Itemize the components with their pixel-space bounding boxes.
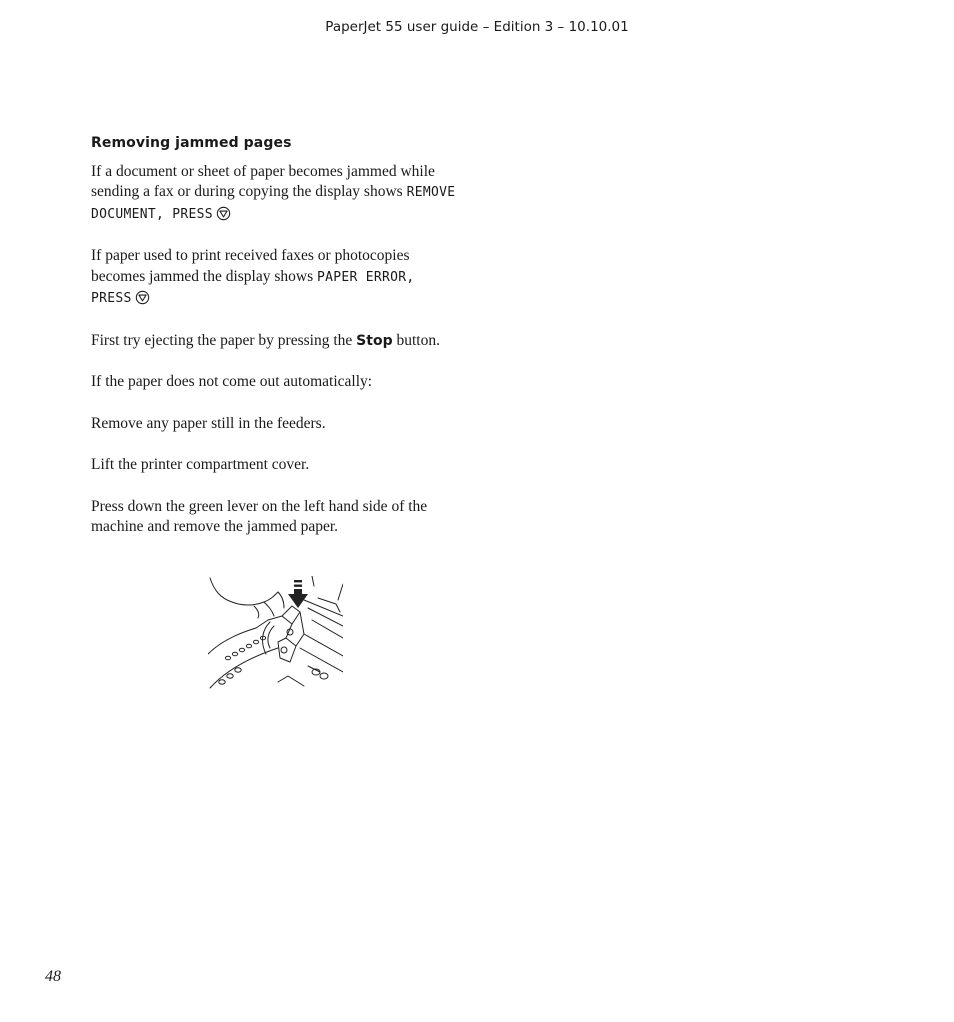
stop-button-label: Stop xyxy=(356,332,393,349)
paragraph-remove-paper: Remove any paper still in the feeders. xyxy=(91,414,326,432)
page-number: 48 xyxy=(45,968,61,985)
paragraph-text: If paper used to print received faxes or photocopies becomes jammed the display shows xyxy=(91,247,410,285)
paragraph-text: If a document or sheet of paper becomes jammed while sending a fax or during copying the display shows xyxy=(91,162,435,200)
paragraph-lift-cover: Lift the printer compartment cover. xyxy=(91,456,310,473)
paragraph-press-lever: Press down the green lever on the left hand side of the machine and remove the jammed paper. xyxy=(91,497,428,535)
display-message: PAPER ERROR, PRESS xyxy=(91,269,415,306)
paragraph-document-jam xyxy=(91,162,461,226)
section-title: Removing jammed pages xyxy=(91,135,292,151)
stop-icon xyxy=(135,290,150,305)
paragraph-paper-jam xyxy=(91,246,461,310)
paragraph-stop-button xyxy=(91,331,461,352)
running-header: PaperJet 55 user guide – Edition 3 – 10.10.01 xyxy=(325,19,629,35)
paragraph-text: First try ejecting the paper by pressing the xyxy=(91,331,353,349)
display-message: REMOVE DOCUMENT, PRESS xyxy=(91,185,456,222)
paragraph-not-automatic: If the paper does not come out automatically: xyxy=(91,373,373,390)
stop-icon xyxy=(216,206,231,221)
paragraph-text: button. xyxy=(396,331,440,349)
jam-lever-illustration xyxy=(208,576,343,689)
section-content xyxy=(91,133,461,559)
